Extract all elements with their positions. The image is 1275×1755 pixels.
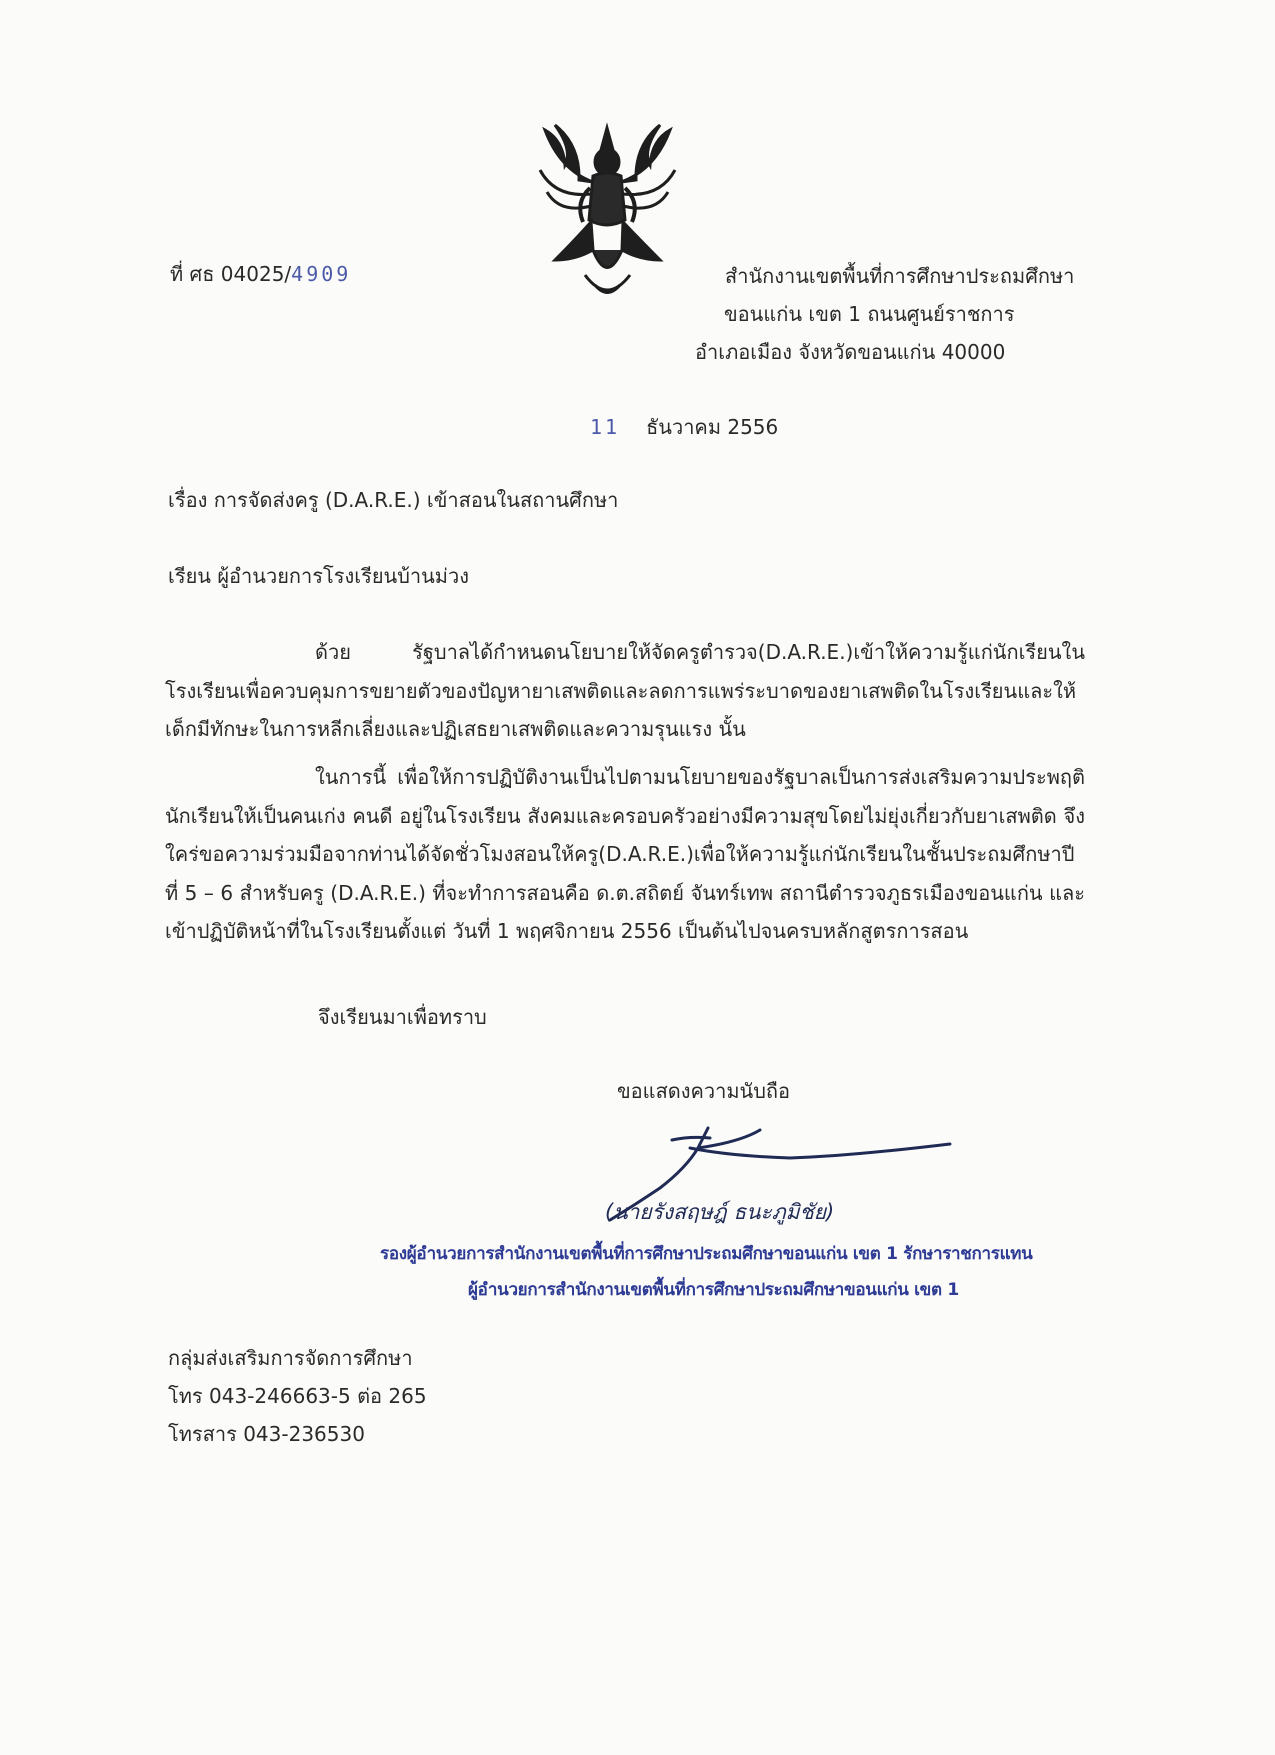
date-day-handwritten: 11 — [590, 415, 621, 439]
office-line-3: อำเภอเมือง จังหวัดขอนแก่น 40000 — [695, 340, 1006, 364]
signer-name: (นายรังสฤษฎ์ ธนะภูมิชัย) — [605, 1200, 835, 1224]
salutation: ขอแสดงความนับถือ — [617, 1079, 791, 1103]
reference-label: ที่ ศธ 04025/ — [170, 262, 292, 286]
footer-phone: โทร 043-246663-5 ต่อ 265 — [168, 1384, 427, 1408]
date-month-year: ธันวาคม 2556 — [646, 415, 779, 439]
office-line-1: สำนักงานเขตพื้นที่การศึกษาประถมศึกษา — [725, 264, 1075, 288]
position-stamp-line-1: รองผู้อำนวยการสำนักงานเขตพื้นที่การศึกษาประถมศึกษาขอนแก่น เขต 1 รักษาราชการแทน — [380, 1244, 1033, 1264]
reference-handwritten-number: 4909 — [291, 262, 352, 286]
reference-number — [170, 260, 351, 288]
letter-recipient: เรียน ผู้อำนวยการโรงเรียนบ้านม่วง — [168, 564, 469, 588]
paragraph-2-text: ในการนี้ เพื่อให้การปฏิบัติงานเป็นไปตามนโยบายของรัฐบาลเป็นการส่งเสริมความประพฤตินักเรียนให้เป็นคนเก่ง คนดี อยู่ในโรงเรียน สังคมและครอบครัวอย่างมีความสุขโดยไม่ยุ่งเกี่ยวกับยาเสพติด จึงใคร่ขอความร่วมมือจากท่านได้จัดชั่วโมงสอนให้ครู(D.A.R.E.)เพื่อให้ความรู้แก่นักเรียนในชั้นประถมศึกษาปีที่ 5 – 6 สำหรับครู (D.A.R.E.) ที่จะทำการสอนคือ ด.ต.สถิตย์ จันทร์เทพ สถานีตำรวจภูธรเมืองขอนแก่น และเข้าปฏิบัติหน้าที่ในโรงเรียนตั้งแต่ วันที่ 1 พฤศจิกายน 2556 เป็นต้นไปจนครบหลักสูตรการสอน — [165, 765, 1085, 943]
garuda-emblem — [535, 110, 680, 310]
footer-fax: โทรสาร 043-236530 — [168, 1422, 365, 1446]
letter-subject: เรื่อง การจัดส่งครู (D.A.R.E.) เข้าสอนในสถานศึกษา — [168, 488, 619, 512]
paragraph-1-text: ด้วย รัฐบาลได้กำหนดนโยบายให้จัดครูตำรวจ(D.A.R.E.)เข้าให้ความรู้แก่นักเรียนในโรงเรียนเพื่อควบคุมการขยายตัวของปัญหายาเสพติดและลดการแพร่ระบาดของยาเสพติดในโรงเรียนและให้เด็กมีทักษะในการหลีกเลี่ยงและปฏิเสธยาเสพติดและความรุนแรง นั้น — [165, 640, 1085, 741]
letter-date — [590, 413, 778, 441]
position-stamp-line-2: ผู้อำนวยการสำนักงานเขตพื้นที่การศึกษาประถมศึกษาขอนแก่น เขต 1 — [468, 1280, 959, 1300]
body-paragraph-1 — [165, 633, 1085, 749]
closing-line: จึงเรียนมาเพื่อทราบ — [318, 1005, 487, 1029]
body-paragraph-2 — [165, 758, 1085, 951]
footer-department: กลุ่มส่งเสริมการจัดการศึกษา — [168, 1346, 413, 1370]
office-line-2: ขอนแก่น เขต 1 ถนนศูนย์ราชการ — [724, 302, 1015, 326]
